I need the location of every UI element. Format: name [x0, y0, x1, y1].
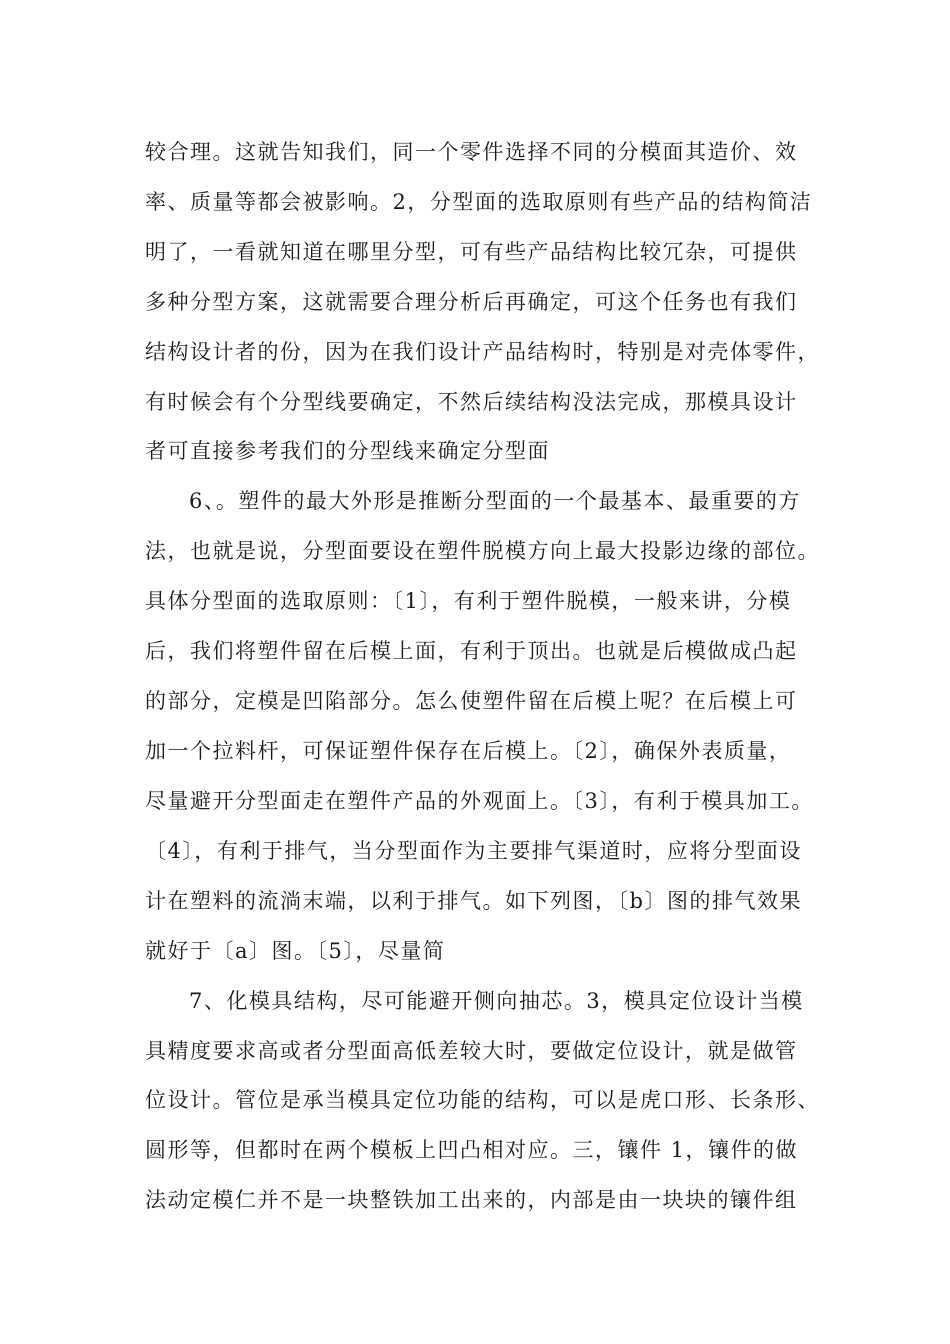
text-line: 较合理。这就告知我们，同一个零件选择不同的分模面其造价、效 [145, 140, 798, 164]
text-line: 〔4〕，有利于排气，当分型面作为主要排气渠道时，应将分型面设 [145, 839, 802, 863]
text-line: 法，也就是说，分型面要设在塑件脱模方向上最大投影边缘的部位。 [145, 539, 820, 563]
text-line: 者可直接参考我们的分型线来确定分型面 [145, 439, 550, 463]
text-line: 7、化模具结构，尽可能避开侧向抽芯。3，模具定位设计当模 [189, 989, 804, 1013]
text-line: 尽量避开分型面走在塑件产品的外观面上。〔3〕，有利于模具加工。 [145, 789, 814, 813]
text-line: 明了，一看就知道在哪里分型，可有些产品结构比较冗杂，可提供 [145, 240, 798, 264]
text-line: 加一个拉料杆，可保证塑件保存在后模上。〔2〕，确保外表质量， [145, 739, 792, 763]
text-line: 有时候会有个分型线要确定，不然后续结构没法完成，那模具设计 [145, 390, 798, 414]
text-line: 具体分型面的选取原则：〔1〕，有利于塑件脱模，一般来讲，分模 [145, 589, 792, 613]
text-line: 6、。塑件的最大外形是推断分型面的一个最基本、最重要的方 [189, 489, 801, 513]
text-line: 率、质量等都会被影响。2，分型面的选取原则有些产品的结构简洁 [145, 190, 813, 214]
text-line: 计在塑料的流淌末端，以利于排气。如下列图，〔b〕图的排气效果 [145, 889, 802, 913]
text-line: 就好于〔a〕图。〔5〕，尽量简 [145, 939, 446, 963]
text-line: 具精度要求高或者分型面高低差较大时，要做定位设计，就是做管 [145, 1039, 798, 1063]
text-line: 法动定模仁并不是一块整铁加工出来的，内部是由一块块的镶件组 [145, 1188, 798, 1212]
text-line: 位设计。管位是承当模具定位功能的结构，可以是虎口形、长条形、 [145, 1088, 820, 1112]
text-line: 后，我们将塑件留在后模上面，有利于顶出。也就是后模做成凸起 [145, 639, 798, 663]
text-line: 的部分，定模是凹陷部分。怎么使塑件留在后模上呢？在后模上可 [145, 689, 798, 713]
text-line: 多种分型方案，这就需要合理分析后再确定，可这个任务也有我们 [145, 290, 798, 314]
text-line: 结构设计者的份，因为在我们设计产品结构时，特别是对壳体零件， [145, 340, 820, 364]
text-line: 圆形等，但都时在两个模板上凹凸相对应。三，镶件 1，镶件的做 [145, 1138, 799, 1162]
